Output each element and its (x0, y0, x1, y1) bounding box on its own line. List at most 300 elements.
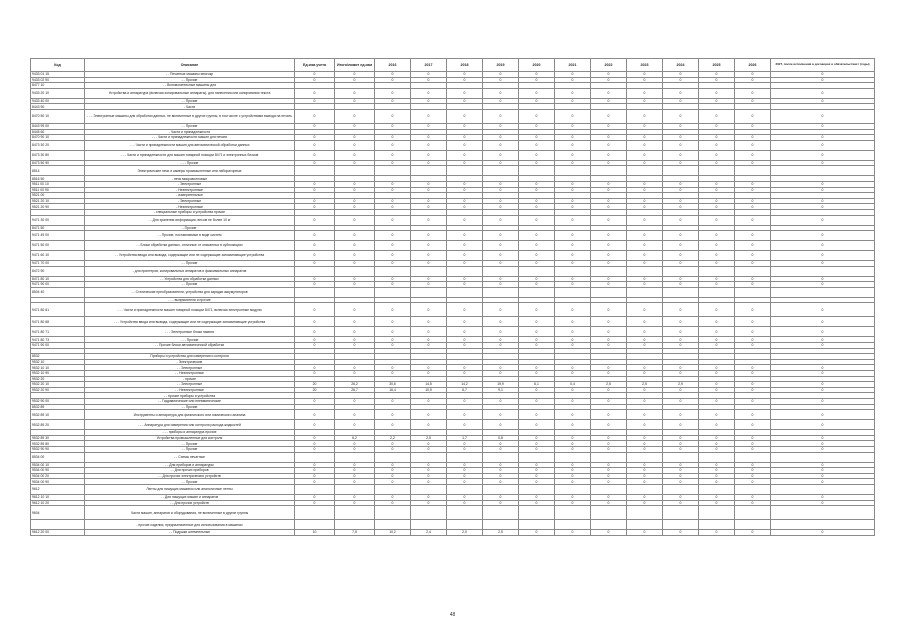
code-cell: 9532 90 00 (31, 399, 85, 405)
value-cell: 0 (771, 382, 875, 388)
value-cell: 0 (627, 251, 663, 261)
value-cell (735, 452, 771, 462)
value-cell: 0 (375, 123, 411, 129)
value-cell (519, 484, 555, 494)
value-cell: 0 (627, 317, 663, 327)
value-cell: 1,7 (447, 435, 483, 441)
table-row (31, 251, 875, 261)
value-cell: 0 (375, 251, 411, 261)
value-cell: 0 (295, 251, 335, 261)
value-cell: 0 (555, 343, 591, 349)
value-cell (735, 166, 771, 176)
value-cell: 0 (591, 420, 627, 430)
description-cell: - Неэлектронные (85, 187, 295, 193)
value-cell: 0 (555, 441, 591, 447)
value-cell: 0 (627, 387, 663, 393)
value-cell: 0 (447, 261, 483, 267)
code-cell: 9471 80 73 (31, 337, 85, 343)
value-cell (771, 166, 875, 176)
value-cell: 0 (447, 72, 483, 78)
value-cell: 0 (735, 187, 771, 193)
value-cell: 0 (447, 181, 483, 187)
value-cell: 0 (447, 241, 483, 251)
code-cell: 9532 20 (31, 376, 85, 382)
value-cell: 0 (447, 479, 483, 485)
value-cell: 0 (771, 123, 875, 129)
value-cell (699, 484, 735, 494)
value-cell (591, 520, 627, 530)
value-cell: 0 (699, 494, 735, 500)
column-header: 2025 (699, 59, 735, 72)
value-cell: 0 (771, 231, 875, 241)
value-cell: 0 (335, 88, 375, 98)
value-cell (483, 287, 519, 297)
value-cell: 0 (411, 251, 447, 261)
value-cell: 0 (519, 261, 555, 267)
value-cell: 0 (411, 462, 447, 468)
value-cell (555, 287, 591, 297)
value-cell: 0 (627, 215, 663, 225)
value-cell: 0 (411, 187, 447, 193)
value-cell: 0 (735, 72, 771, 78)
value-cell: 0 (591, 435, 627, 441)
value-cell: 0 (483, 446, 519, 452)
value-cell: 0 (735, 135, 771, 141)
value-cell: 0 (591, 399, 627, 405)
value-cell: 0 (295, 441, 335, 447)
value-cell: 0 (663, 365, 699, 371)
value-cell: 0 (555, 215, 591, 225)
value-cell: 0 (483, 204, 519, 210)
value-cell: 0 (699, 140, 735, 150)
column-header: 2020 (519, 59, 555, 72)
value-cell: 0 (483, 160, 519, 166)
value-cell: 0 (699, 399, 735, 405)
value-cell: 0 (555, 399, 591, 405)
description-cell: Инструменты и аппаратура для физического или химического анализа (85, 410, 295, 420)
value-cell: 0 (519, 150, 555, 160)
value-cell: 0 (447, 135, 483, 141)
value-cell: 0 (627, 140, 663, 150)
table-row (31, 420, 875, 430)
value-cell: 0 (519, 479, 555, 485)
description-cell: - - Блоки обработки данных, отличные от описанных в субпозициях (85, 241, 295, 251)
table-row (31, 287, 875, 297)
value-cell: 0 (699, 77, 735, 83)
value-cell: 0 (771, 462, 875, 468)
value-cell: 0 (771, 410, 875, 420)
code-cell: 9471 30 00 (31, 215, 85, 225)
value-cell: 0 (447, 303, 483, 317)
description-cell: - прочие (85, 376, 295, 382)
code-cell: 9534 00 10 (31, 462, 85, 468)
value-cell: 0 (447, 399, 483, 405)
value-cell: 0 (411, 494, 447, 500)
value-cell: 0 (295, 479, 335, 485)
value-cell: 0 (447, 140, 483, 150)
value-cell: 0 (771, 88, 875, 98)
value-cell: 0 (295, 371, 335, 377)
value-cell: 0 (555, 77, 591, 83)
code-cell: 9532 89 20 (31, 420, 85, 430)
value-cell: 0 (663, 160, 699, 166)
value-cell: 0 (591, 343, 627, 349)
value-cell: 0 (335, 261, 375, 267)
value-cell: 0 (627, 181, 663, 187)
value-cell: 0 (735, 150, 771, 160)
description-cell: - - - Прочие (85, 337, 295, 343)
value-cell: 0 (735, 198, 771, 204)
value-cell: 0 (519, 181, 555, 187)
value-cell: 0 (627, 337, 663, 343)
value-cell: 0 (375, 343, 411, 349)
description-cell: - - Прочие (85, 123, 295, 129)
table-row (31, 231, 875, 241)
code-cell: 8470 50 10 (31, 109, 85, 123)
table-row (31, 150, 875, 160)
value-cell: 0 (519, 494, 555, 500)
code-cell: 9532 89 30 (31, 435, 85, 441)
value-cell (295, 287, 335, 297)
value-cell (591, 266, 627, 276)
value-cell: 0 (335, 123, 375, 129)
description-cell: - - - Части и принадлежности машин товарной позиции 8471, включая электронные модули (85, 303, 295, 317)
value-cell: 0 (771, 160, 875, 166)
value-cell: 0 (699, 303, 735, 317)
value-cell: 0 (591, 479, 627, 485)
value-cell: 0 (735, 303, 771, 317)
value-cell: 0 (591, 473, 627, 479)
value-cell: 0 (519, 303, 555, 317)
value-cell: 0 (591, 337, 627, 343)
value-cell: 0 (771, 446, 875, 452)
value-cell: 0 (519, 88, 555, 98)
code-cell: 9471 80 68 (31, 317, 85, 327)
value-cell: 0 (627, 282, 663, 288)
value-cell (295, 520, 335, 530)
description-cell: - - Вспомогательные машины для (85, 83, 295, 89)
table-row (31, 410, 875, 420)
value-cell: 0 (411, 276, 447, 282)
value-cell: 0 (483, 241, 519, 251)
value-cell: 0 (295, 261, 335, 267)
description-cell: - измерительные (85, 193, 295, 199)
value-cell: 0 (295, 303, 335, 317)
value-cell: 0 (447, 98, 483, 104)
value-cell: 0 (483, 473, 519, 479)
code-cell: 8470 90 10 (31, 135, 85, 141)
value-cell: 14,5 (411, 382, 447, 388)
value-cell: 0 (771, 343, 875, 349)
code-cell: 9433 40 00 (31, 98, 85, 104)
value-cell (483, 166, 519, 176)
code-cell: 9612 20 00 (31, 530, 85, 536)
value-cell: 0 (771, 420, 875, 430)
value-cell: 0 (771, 337, 875, 343)
value-cell: 0 (663, 135, 699, 141)
value-cell: 0 (591, 251, 627, 261)
code-cell: 9471 49 00 (31, 231, 85, 241)
value-cell: 0 (663, 446, 699, 452)
value-cell: 0 (627, 479, 663, 485)
value-cell (447, 452, 483, 462)
description-cell: - - Прочие (85, 404, 295, 410)
value-cell: 16,4 (375, 387, 411, 393)
description-cell: - - прочие приборы и устройства (85, 393, 295, 399)
value-cell (447, 166, 483, 176)
value-cell: 0 (771, 215, 875, 225)
value-cell: 0 (735, 387, 771, 393)
value-cell: 0 (771, 303, 875, 317)
value-cell: 0 (555, 282, 591, 288)
value-cell: 0 (447, 343, 483, 349)
value-cell: 0 (411, 241, 447, 251)
value-cell: 0 (375, 473, 411, 479)
value-cell: 0 (447, 337, 483, 343)
value-cell: 0 (771, 327, 875, 337)
description-cell: - - Печатные машины многокр (85, 72, 295, 78)
description-cell: - Неэлектронные (85, 204, 295, 210)
value-cell: 0 (447, 371, 483, 377)
code-cell: 9604 (31, 506, 85, 520)
value-cell: 0 (335, 441, 375, 447)
value-cell: 0 (735, 365, 771, 371)
value-cell: 0 (447, 410, 483, 420)
table-row (31, 484, 875, 494)
value-cell: 0 (735, 420, 771, 430)
value-cell: 0 (591, 198, 627, 204)
value-cell (411, 506, 447, 520)
value-cell: 0 (447, 150, 483, 160)
value-cell: 0 (771, 371, 875, 377)
value-cell: 0 (483, 365, 519, 371)
value-cell: 0 (663, 204, 699, 210)
description-cell: - - Схемы печатные (85, 452, 295, 462)
code-cell: 9471 90 00 (31, 343, 85, 349)
value-cell: 0 (519, 198, 555, 204)
value-cell: 0 (627, 435, 663, 441)
value-cell: 0 (411, 215, 447, 225)
value-cell: 0 (483, 72, 519, 78)
value-cell: 0 (627, 441, 663, 447)
value-cell: 0 (663, 72, 699, 78)
value-cell: 0 (627, 365, 663, 371)
value-cell: 0 (447, 231, 483, 241)
value-cell: 0 (663, 282, 699, 288)
value-cell: 0 (555, 473, 591, 479)
value-cell: 0 (663, 77, 699, 83)
value-cell: 0 (627, 468, 663, 474)
value-cell (627, 287, 663, 297)
value-cell: 0 (735, 446, 771, 452)
description-cell: - - - Электронные машины для обработки данных, не включенные в другие группы, в том числе с устройствами вывода на печать (85, 109, 295, 123)
value-cell (735, 266, 771, 276)
value-cell: 2,4 (411, 530, 447, 536)
value-cell: 9,1 (483, 387, 519, 393)
code-cell: 9612 10 20 (31, 500, 85, 506)
value-cell (447, 287, 483, 297)
value-cell: 0 (555, 187, 591, 193)
value-cell (591, 166, 627, 176)
value-cell: 0 (627, 123, 663, 129)
value-cell: 0 (591, 241, 627, 251)
value-cell: 0 (699, 231, 735, 241)
value-cell: 0 (447, 468, 483, 474)
value-cell: 0 (771, 109, 875, 123)
value-cell (335, 266, 375, 276)
value-cell: 0 (447, 446, 483, 452)
column-header: 2018 (447, 59, 483, 72)
value-cell: 0 (411, 123, 447, 129)
value-cell: 0 (771, 282, 875, 288)
table-row (31, 140, 875, 150)
value-cell: 0 (375, 231, 411, 241)
value-cell: 0 (411, 204, 447, 210)
value-cell (771, 506, 875, 520)
table-row (31, 520, 875, 530)
value-cell: 0 (663, 530, 699, 536)
value-cell (335, 520, 375, 530)
value-cell: 0 (591, 276, 627, 282)
code-cell: 9521 00 (31, 193, 85, 199)
value-cell: 0 (447, 473, 483, 479)
value-cell: 0 (335, 500, 375, 506)
value-cell: 0 (295, 241, 335, 251)
value-cell: 0 (375, 337, 411, 343)
value-cell: 0 (335, 317, 375, 327)
value-cell: 0 (335, 204, 375, 210)
description-cell: - - Для прочих приборов (85, 468, 295, 474)
value-cell: 0 (375, 371, 411, 377)
value-cell: 0 (555, 251, 591, 261)
value-cell: 0 (663, 303, 699, 317)
value-cell: 0 (699, 441, 735, 447)
value-cell: 0 (555, 420, 591, 430)
code-cell: 9471 60 10 (31, 251, 85, 261)
value-cell: 0 (591, 530, 627, 536)
value-cell: 0 (411, 303, 447, 317)
value-cell: 0 (591, 187, 627, 193)
value-cell: 0 (375, 399, 411, 405)
value-cell: 0 (519, 410, 555, 420)
value-cell: 0 (663, 231, 699, 241)
value-cell: 0 (447, 88, 483, 98)
value-cell (591, 484, 627, 494)
value-cell: 0 (483, 140, 519, 150)
description-cell: - - - приборы и аппаратура прочие (85, 430, 295, 436)
value-cell: 0 (627, 231, 663, 241)
value-cell: 0 (375, 410, 411, 420)
value-cell: 0 (591, 261, 627, 267)
description-cell: - - Устройства ввода или вывода, содержащие или не содержащие запоминающие устройства (85, 251, 295, 261)
value-cell: 0 (335, 494, 375, 500)
value-cell: 0 (335, 327, 375, 337)
value-cell: 0 (335, 231, 375, 241)
value-cell: 0 (375, 77, 411, 83)
description-cell: Электрические печи и камеры промышленные или лабораторные (85, 166, 295, 176)
value-cell: 0 (411, 261, 447, 267)
value-cell: 19,9 (483, 382, 519, 388)
value-cell: 0 (483, 135, 519, 141)
value-cell: 0 (663, 317, 699, 327)
value-cell (295, 506, 335, 520)
value-cell: 0 (699, 187, 735, 193)
value-cell: 0 (519, 282, 555, 288)
value-cell: 0 (555, 468, 591, 474)
code-cell: 8477 10 (31, 83, 85, 89)
description-cell: - Части и принадлежности (85, 129, 295, 135)
value-cell (411, 287, 447, 297)
value-cell: 0 (375, 462, 411, 468)
value-cell: 0 (483, 231, 519, 241)
value-cell: 0 (699, 371, 735, 377)
value-cell: 0 (627, 494, 663, 500)
value-cell: 0 (447, 500, 483, 506)
description-cell: - - - выпрямители и прочие (85, 297, 295, 303)
value-cell: 0 (699, 343, 735, 349)
value-cell (735, 484, 771, 494)
value-cell: 0 (627, 88, 663, 98)
value-cell (483, 452, 519, 462)
value-cell: 0 (735, 123, 771, 129)
value-cell (663, 166, 699, 176)
value-cell: 0 (699, 282, 735, 288)
value-cell: 0 (411, 473, 447, 479)
value-cell: 0 (411, 231, 447, 241)
value-cell: 0 (735, 399, 771, 405)
value-cell: 0 (519, 231, 555, 241)
value-cell: 0 (335, 276, 375, 282)
value-cell: 0 (627, 420, 663, 430)
description-cell: - - Для пишущих машин и аппаратов (85, 494, 295, 500)
value-cell: 0 (663, 261, 699, 267)
value-cell: 0 (591, 500, 627, 506)
value-cell (555, 166, 591, 176)
value-cell: 0 (699, 473, 735, 479)
value-cell: 0 (627, 198, 663, 204)
value-cell: 0,4 (555, 382, 591, 388)
value-cell: 0 (663, 109, 699, 123)
code-cell: 8532 89 (31, 404, 85, 410)
value-cell: 0 (295, 462, 335, 468)
value-cell: 0 (375, 215, 411, 225)
value-cell: 0 (411, 77, 447, 83)
value-cell: 0 (627, 446, 663, 452)
description-cell: - - Прочие блоки автоматической обработки (85, 343, 295, 349)
value-cell: 0 (555, 435, 591, 441)
value-cell: 0 (295, 282, 335, 288)
value-cell: 0 (295, 468, 335, 474)
value-cell: 0 (335, 282, 375, 288)
value-cell: 0 (555, 387, 591, 393)
value-cell: 0 (447, 123, 483, 129)
value-cell (519, 520, 555, 530)
description-cell: - Прочие (85, 225, 295, 231)
value-cell: 0 (591, 181, 627, 187)
description-cell: - - Прочие (85, 479, 295, 485)
value-cell: 0 (699, 181, 735, 187)
value-cell (627, 266, 663, 276)
value-cell (663, 452, 699, 462)
value-cell: 0 (735, 530, 771, 536)
description-cell: - - - Части и принадлежности машин для печати (85, 135, 295, 141)
value-cell: 0 (555, 530, 591, 536)
code-cell: 9471 90 00 (31, 282, 85, 288)
value-cell: 0 (699, 435, 735, 441)
value-cell: 0 (483, 500, 519, 506)
value-cell (771, 287, 875, 297)
code-cell: 8443 90 (31, 104, 85, 110)
